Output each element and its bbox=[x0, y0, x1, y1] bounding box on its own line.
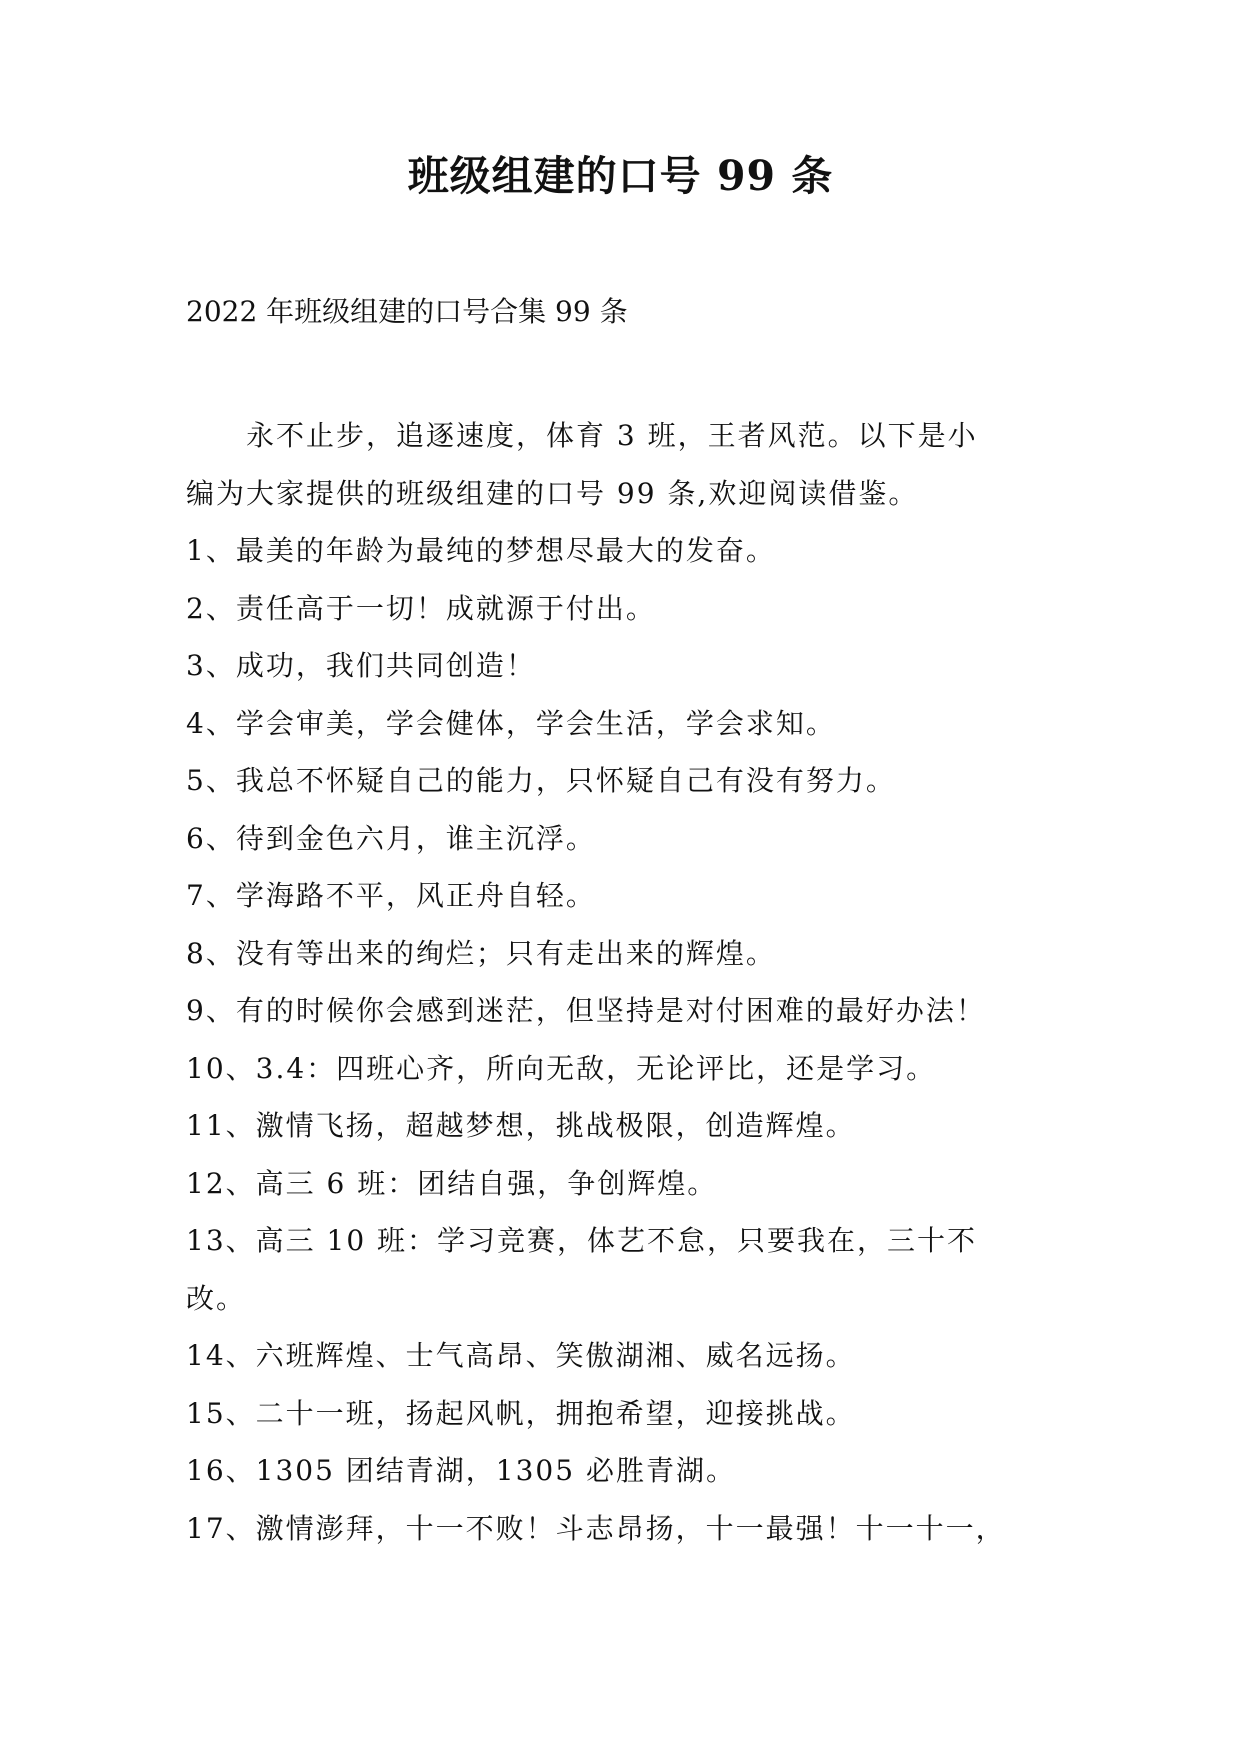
slogan-line: 13、高三 10 班：学习竞赛，体艺不怠，只要我在，三十不 bbox=[186, 1224, 978, 1257]
slogan-line: 16、1305 团结青湖，1305 必胜青湖。 bbox=[186, 1454, 736, 1487]
slogan-line: 14、六班辉煌、士气高昂、笑傲湖湘、威名远扬。 bbox=[186, 1339, 856, 1372]
slogan-line: 3、成功，我们共同创造！ bbox=[186, 649, 536, 682]
intro-paragraph-line: 永不止步，追逐速度，体育 3 班，王者风范。以下是小 bbox=[186, 419, 978, 452]
slogan-line: 7、学海路不平，风正舟自轻。 bbox=[186, 879, 596, 912]
slogan-line: 6、待到金色六月，谁主沉浮。 bbox=[186, 821, 596, 855]
slogan-line: 改。 bbox=[186, 1281, 247, 1315]
slogan-line: 12、高三 6 班：团结自强，争创辉煌。 bbox=[186, 1166, 718, 1200]
slogan-line: 5、我总不怀疑自己的能力，只怀疑自己有没有努力。 bbox=[186, 764, 896, 797]
document-title: 班级组建的口号 99 条 bbox=[407, 152, 834, 200]
document-subtitle: 2022 年班级组建的口号合集 99 条 bbox=[186, 295, 628, 328]
slogan-line: 10、3.4：四班心齐，所向无敌，无论评比，还是学习。 bbox=[186, 1051, 937, 1085]
slogan-line: 8、没有等出来的绚烂；只有走出来的辉煌。 bbox=[186, 936, 776, 970]
slogan-line: 1、最美的年龄为最纯的梦想尽最大的发奋。 bbox=[186, 534, 776, 567]
slogan-line: 17、激情澎拜，十一不败！斗志昂扬，十一最强！十一十一， bbox=[186, 1511, 1006, 1545]
slogan-line: 11、激情飞扬，超越梦想，挑战极限，创造辉煌。 bbox=[186, 1109, 856, 1142]
intro-paragraph-line: 编为大家提供的班级组建的口号 99 条,欢迎阅读借鉴。 bbox=[186, 476, 919, 510]
slogan-line: 4、学会审美，学会健体，学会生活，学会求知。 bbox=[186, 706, 836, 740]
slogan-line: 2、责任高于一切！成就源于付出。 bbox=[186, 591, 656, 625]
slogan-line: 9、有的时候你会感到迷茫，但坚持是对付困难的最好办法！ bbox=[186, 994, 986, 1027]
slogan-line: 15、二十一班，扬起风帆，拥抱希望，迎接挑战。 bbox=[186, 1396, 856, 1430]
document-body bbox=[186, 407, 1066, 1557]
